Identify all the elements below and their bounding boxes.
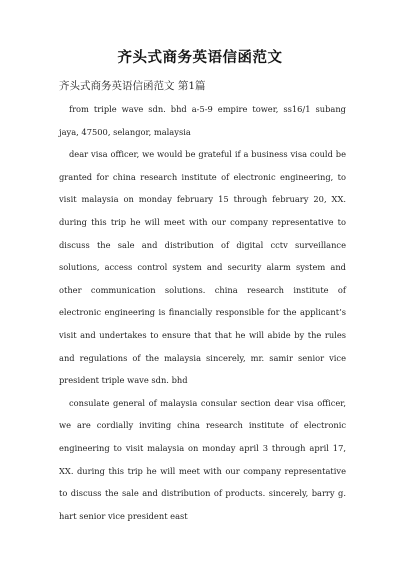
second-letter-paragraph: consulate general of malaysia consular section dear visa officer, we are cordially inviting china research institute of electronic engineering to visit malaysia on monday april 3 through april 17, XX. during this trip he will meet with our company representative to discuss the sale and distribution of products. sincerely, barry g. hart senior vice president east <box>59 397 346 521</box>
letter-body <box>59 98 346 527</box>
sender-address-paragraph: from triple wave sdn. bhd a-5-9 empire tower, ss16/1 subang jaya, 47500, selangor, malaysia <box>59 104 346 137</box>
document-title: 齐头式商务英语信函范文 <box>117 49 283 66</box>
section-heading: 齐头式商务英语信函范文 第1篇 <box>59 80 206 92</box>
first-letter-paragraph: dear visa officer, we would be grateful if a business visa could be granted for china research institute of electronic engineering, to visit malaysia on monday february 15 through february 20, XX. during this trip he will meet with our company representative to discuss the sale and distribution of digital cctv surveillance solutions, access control system and security alarm system and other communication solutions. china research institute of electronic engineering is financially responsible for the applicant’s visit and undertakes to ensure that that he will abide by the rules and regulations of the malaysia sincerely, mr. samir senior vice president triple wave sdn. bhd <box>59 149 346 386</box>
